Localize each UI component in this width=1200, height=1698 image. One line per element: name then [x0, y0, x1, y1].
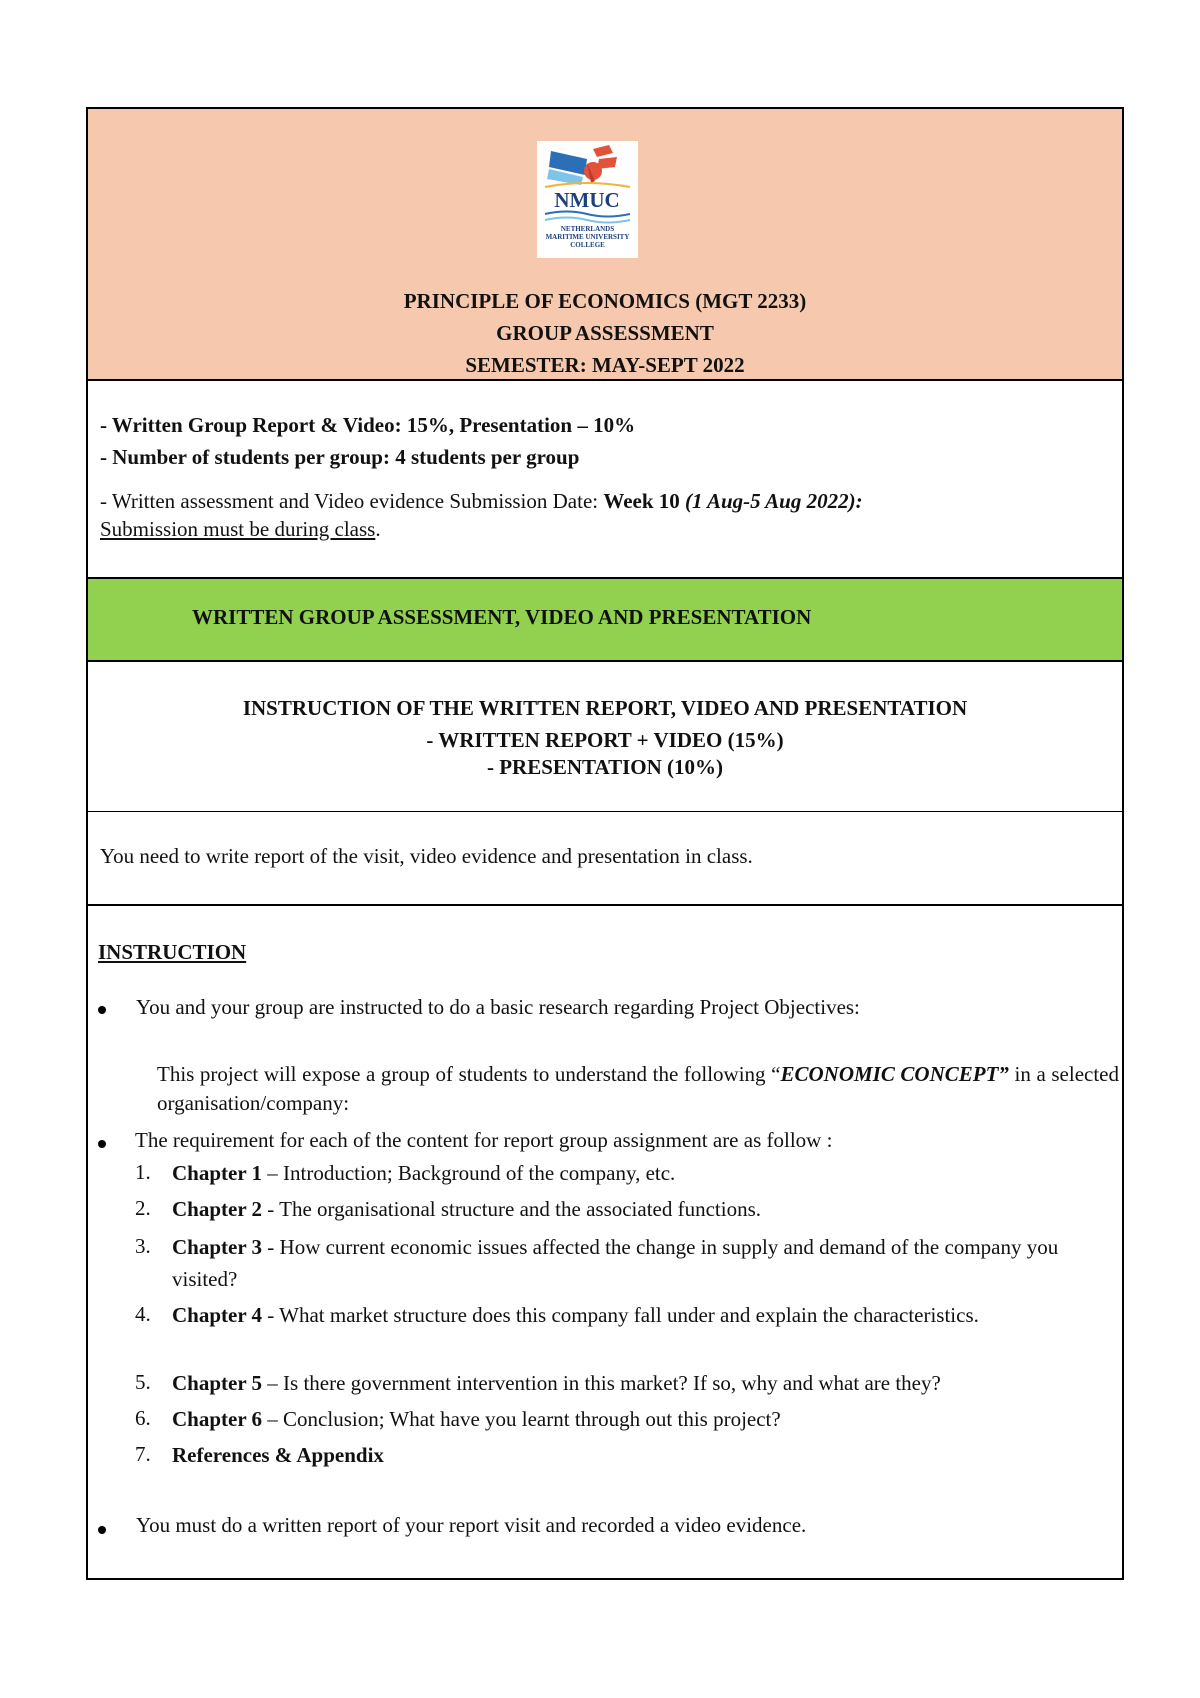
course-title: PRINCIPLE OF ECONOMICS (MGT 2233)	[403, 289, 807, 313]
students-line: - Number of students per group: 4 students per group	[100, 445, 580, 469]
instruction-header-line2: - WRITTEN REPORT + VIDEO (15%)	[426, 728, 784, 752]
date-range: (1 Aug-5 Aug 2022):	[685, 489, 863, 513]
section-title-bar	[88, 579, 1122, 662]
chapter-item	[172, 1231, 1072, 1295]
bullet-video: You must do a written report of your report visit and recorded a video evidence.	[136, 1513, 807, 1537]
chapter-text: – Is there government intervention in this market? If so, why and what are they?	[262, 1371, 941, 1395]
bullet-research: You and your group are instructed to do a basic research regarding Project Objectives:	[136, 995, 860, 1019]
bullet-requirement: The requirement for each of the content for report group assignment are as follow :	[135, 1128, 833, 1152]
date-prefix: - Written assessment and Video evidence Submission Date:	[100, 489, 604, 513]
chapter-label: Chapter 2	[172, 1197, 263, 1221]
chapter-text: – Introduction; Background of the company, etc.	[262, 1161, 676, 1185]
chapter-label: References & Appendix	[172, 1443, 384, 1467]
chapter-item	[172, 1439, 1072, 1471]
chapter-text: – Conclusion; What have you learnt through out this project?	[262, 1407, 781, 1431]
chapter-number: 1.	[135, 1160, 151, 1184]
objective-concept: ECONOMIC CONCEPT”	[780, 1062, 1009, 1086]
header-section	[88, 109, 1122, 381]
chapter-number: 3.	[135, 1234, 151, 1258]
instruction-section	[88, 906, 1122, 1580]
instruction-header-line3: - PRESENTATION (10%)	[486, 755, 724, 779]
chapter-label: Chapter 4	[172, 1303, 263, 1327]
chapter-text: - The organisational structure and the associated functions.	[262, 1197, 762, 1221]
chapter-number: 2.	[135, 1196, 151, 1220]
chapter-number: 6.	[135, 1406, 151, 1430]
bullet-icon	[98, 1526, 106, 1534]
instruction-header-line1: INSTRUCTION OF THE WRITTEN REPORT, VIDEO AND PRESENTATION	[242, 696, 968, 720]
chapter-number: 7.	[135, 1442, 151, 1466]
assessment-table	[86, 107, 1124, 1580]
chapter-item	[172, 1299, 1072, 1331]
weight-line: - Written Group Report & Video: 15%, Presentation – 10%	[100, 413, 636, 437]
submission-date-line	[100, 489, 863, 514]
chapter-label: Chapter 6	[172, 1407, 263, 1431]
semester: SEMESTER: MAY-SEPT 2022	[465, 353, 745, 377]
submission-note-end: .	[375, 517, 381, 541]
chapter-label: Chapter 5	[172, 1371, 263, 1395]
submission-note-line	[100, 517, 381, 542]
bullet-icon	[98, 1140, 106, 1148]
chapter-number: 4.	[135, 1302, 151, 1326]
instruction-title: INSTRUCTION	[98, 940, 247, 964]
assessment-type: GROUP ASSESSMENT	[496, 321, 714, 345]
objective-paragraph	[157, 1060, 1119, 1118]
logo-name: NMUC	[554, 188, 620, 212]
instruction-header-section	[88, 662, 1122, 812]
chapter-item	[172, 1403, 1072, 1435]
chapter-label: Chapter 3	[172, 1235, 263, 1259]
objective-suffix: in a selected organisation/company:	[157, 1062, 1119, 1115]
chapter-text: - How current economic issues affected the change in supply and demand of the company you visited?	[172, 1235, 1059, 1291]
logo-subtitle: NETHERLANDS MARITIME UNIVERSITY COLLEGE	[545, 225, 630, 249]
assessment-info-section	[88, 381, 1122, 579]
chapter-text: - What market structure does this company fall under and explain the characteristics.	[262, 1303, 979, 1327]
summary-section	[88, 812, 1122, 906]
submission-note: Submission must be during class	[100, 517, 376, 541]
date-week: Week 10	[603, 489, 686, 513]
section-title: WRITTEN GROUP ASSESSMENT, VIDEO AND PRESENTATION	[192, 605, 812, 629]
bullet-icon	[98, 1006, 106, 1014]
summary-text: You need to write report of the visit, video evidence and presentation in class.	[100, 844, 753, 868]
chapter-item	[172, 1193, 1072, 1225]
chapter-label: Chapter 1	[172, 1161, 263, 1185]
objective-prefix: This project will expose a group of students to understand the following “	[157, 1062, 781, 1086]
chapter-number: 5.	[135, 1370, 151, 1394]
chapter-item	[172, 1367, 1072, 1399]
nmuc-logo	[537, 141, 638, 258]
chapter-item	[172, 1157, 1072, 1189]
